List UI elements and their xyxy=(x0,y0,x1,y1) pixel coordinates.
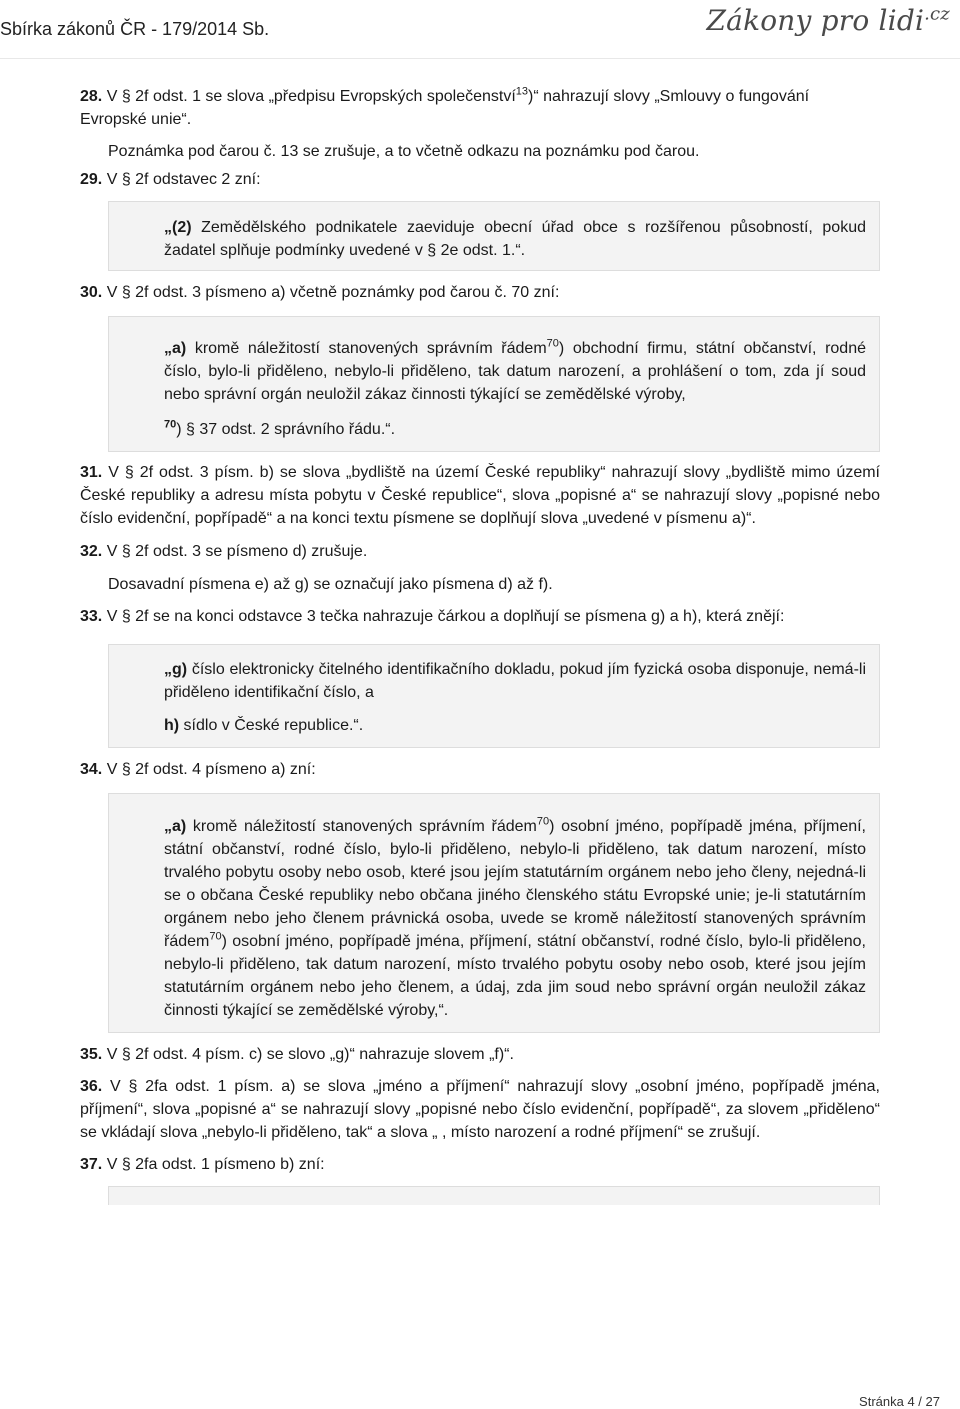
letter-g xyxy=(164,658,866,704)
item-number: 34. xyxy=(80,761,103,778)
amendment-31 xyxy=(80,461,880,530)
item-text: V § 2f odst. 3 písm. b) se slova „bydliště na území České republiky“ nahrazují slovy „bydliště mimo území České republiky a adresu místa pobytu v České republice“, slova „popisné a“ se nahrazují slovy „popisné nebo číslo evidenční, popřípadě“ a na konci textu písmene se doplňují slova „uvedené v písmenu a)“. xyxy=(80,464,880,527)
amendment-34 xyxy=(80,758,880,781)
item-number: 29. xyxy=(80,171,103,188)
item-text: V § 2f odst. 4 písmeno a) zní: xyxy=(102,761,316,778)
item-number: 31. xyxy=(80,464,103,481)
item-text: V § 2f odst. 4 písm. c) se slovo „g)“ nahrazuje slovem „f)“. xyxy=(102,1046,514,1063)
footnote-ref: 70 xyxy=(536,815,550,828)
header-divider xyxy=(0,58,960,59)
site-logo[interactable] xyxy=(707,4,950,37)
quote-text: kromě náležitostí stanovených správním řádem xyxy=(186,340,547,357)
item-number: 37. xyxy=(80,1156,103,1173)
note-32: Dosavadní písmena e) až g) se označují jako písmena d) až f). xyxy=(108,576,553,593)
item-text: V § 2f odst. 1 se slova „předpisu Evropských společenství xyxy=(102,88,516,105)
footnote-ref: 70 xyxy=(209,930,222,943)
item-text: V § 2fa odst. 1 písmeno b) zní: xyxy=(102,1156,325,1173)
quote-block-30 xyxy=(108,316,880,452)
quote-text: sídlo v České republice.“. xyxy=(179,717,364,734)
item-text: V § 2f se na konci odstavce 3 tečka nahrazuje čárkou a doplňují se písmena g) a h), která znějí: xyxy=(102,608,785,625)
quote-lead: „a) xyxy=(164,818,187,835)
amendment-33 xyxy=(80,605,880,628)
item-text: V § 2f odst. 3 písmeno a) včetně poznámky pod čarou č. 70 zní: xyxy=(102,284,560,301)
quote-block-34 xyxy=(108,793,880,1033)
item-number: 35. xyxy=(80,1046,103,1063)
quote-text: číslo elektronicky čitelného identifikačního dokladu, pokud jím fyzická osoba disponuje, nemá-li přiděleno identifikační číslo, a xyxy=(164,661,866,701)
note-28: Poznámka pod čarou č. 13 se zrušuje, a to včetně odkazu na poznámku pod čarou. xyxy=(108,143,700,160)
letter-h xyxy=(164,714,866,737)
item-text: V § 2f odstavec 2 zní: xyxy=(102,171,261,188)
footnote-70 xyxy=(164,418,866,441)
amendment-30 xyxy=(80,281,880,304)
quote-lead: h) xyxy=(164,717,180,734)
quote-text: ) obchodní firmu, státní občanství, rodné číslo, bylo-li přiděleno, nebylo-li přiděleno, tak datum narození, a prohlášení o tom, zda jí soud nebo správní orgán neuložil zákaz činnosti týkající se zemědělské výroby, xyxy=(164,340,867,403)
quote-block-37 xyxy=(108,1186,880,1205)
quote-text: ) osobní jméno, popřípadě jména, příjmení, státní občanství, rodné číslo, bylo-li přiděleno, nebylo-li přiděleno, tak datum narození, místo trvalého pobytu osoby nebo osob, které jsou jejím statutárním orgánem nebo jeho členem, a údaj, zda jim soud nebo správní orgán neuložil zákaz činnosti týkající se zemědělské výroby,“. xyxy=(164,933,866,1019)
quote-lead: „a) xyxy=(164,340,187,357)
item-text: V § 2f odst. 3 se písmeno d) zrušuje. xyxy=(102,543,368,560)
logo-suffix: .cz xyxy=(924,3,950,25)
item-number: 33. xyxy=(80,608,103,625)
item-number: 30. xyxy=(80,284,103,301)
item-text: V § 2fa odst. 1 písm. a) se slova „jméno a příjmení“ nahrazují slovy „osobní jméno, popřípadě jména, příjmení“, slova „popisné a“ se nahrazují slovy „popisné nebo číslo evidenční, popřípadě“, za slovem „přiděleno“ se vkládají slova „nebylo-li přiděleno, tak“ a slova „ , místo narození a rodné příjmení“ se zrušují. xyxy=(80,1078,880,1141)
footnote-text: ) § 37 odst. 2 správního řádu.“. xyxy=(176,421,396,438)
footnote-ref: 70 xyxy=(546,337,559,350)
quote-lead: „(2) xyxy=(164,219,192,236)
amendment-29 xyxy=(80,168,880,191)
logo-text: Zákony pro lidi xyxy=(706,4,925,37)
quote-block-33 xyxy=(108,644,880,748)
amendment-36 xyxy=(80,1075,880,1144)
footnote-mark: 70 xyxy=(164,418,177,431)
document-title: Sbírka zákonů ČR - 179/2014 Sb. xyxy=(0,19,270,39)
quote-text: ) osobní jméno, popřípadě jména, příjmení, státní občanství, rodné číslo, bylo-li přiděleno, nebylo-li přiděleno, tak datum narození, místo trvalého pobytu osoby nebo osob, které jsou jejím statutárním orgánem nebo jeho členy, nejedná-li se o občana České republiky nebo občana jiného členského státu Evropské unie; je-li statutárním orgánem nebo jeho členem právnická osoba, uvede se kromě náležitostí stanovených správním řádem xyxy=(164,818,867,950)
amendment-28 xyxy=(80,85,880,131)
item-number: 36. xyxy=(80,1078,103,1095)
quote-lead: „g) xyxy=(164,661,188,678)
footnote-ref: 13 xyxy=(515,85,529,98)
page-number: Stránka 4 / 27 xyxy=(859,1394,940,1409)
amendment-32 xyxy=(80,540,880,563)
amendment-37 xyxy=(80,1153,880,1176)
page-header xyxy=(0,0,960,58)
amendment-35 xyxy=(80,1043,880,1066)
item-number: 28. xyxy=(80,88,103,105)
document-body xyxy=(80,85,880,1205)
quote-text: kromě náležitostí stanovených správním řádem xyxy=(186,818,537,835)
item-text: )“ nahrazují slovy „Smlouvy o fungování Evropské unie“. xyxy=(80,88,810,128)
quote-text: Zemědělského podnikatele zaeviduje obecní úřad obce s rozšířenou působností, pokud žadatel splňuje podmínky uvedené v § 2e odst. 1.“. xyxy=(164,219,866,259)
item-number: 32. xyxy=(80,543,103,560)
quote-block-29 xyxy=(108,201,880,271)
